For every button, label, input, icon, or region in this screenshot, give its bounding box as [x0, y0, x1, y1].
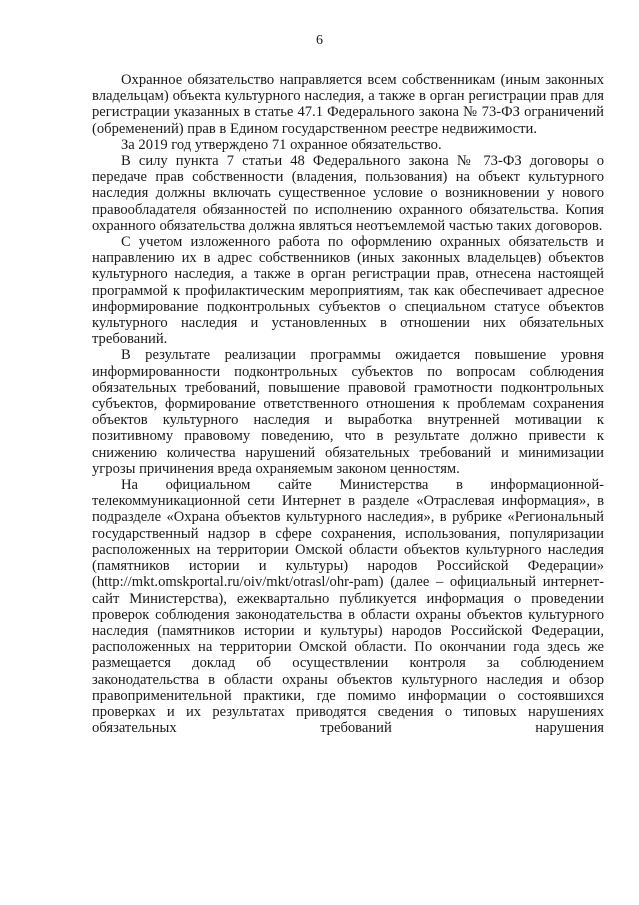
document-body [92, 72, 604, 736]
paragraph-official-website: На официальном сайте Министерства в информационной-телекоммуникационной сети Интернет в разделе «Отраслевая информация», в подразделе «Охрана объектов культурного наследия», в рубрике «Региональный государственный надзор в сфере сохранения, использования, популяризации расположенных на территории Омской области объектов культурного наследия (памятников истории и культуры) народов Российской Федерации» (http://mkt.omskportal.ru/oiv/mkt/otrasl/ohr-pam) (далее – официальный интернет-сайт Министерства), ежеквартально публикуется информация о проведении проверок соблюдения законодательства в области охраны объектов культурного наследия (памятников истории и культуры) народов Российской Федерации, расположенных на территории Омской области. По окончании года здесь же размещается доклад об осуществлении контроля за соблюдением законодательства в области охраны объектов культурного наследия и обзор правоприменительной практики, где помимо информации о состоявшихся проверках и их результатах приводятся сведения о типовых нарушениях обязательных требований нарушения [92, 477, 604, 737]
paragraph-expected-results: В результате реализации программы ожидается повышение уровня информированности подконтрольных субъектов по вопросам соблюдения обязательных требований, повышение правовой грамотности подконтрольных субъектов, формирование ответственного отношения к проблемам сохранения объектов культурного наследия и выработка внутренней мотивации к позитивному правовому поведению, что в результате должно привести к снижению количества нарушений обязательных требований и минимизации угрозы причинения вреда охраняемым законом ценностям. [92, 347, 604, 477]
page-number: 6 [316, 33, 323, 48]
paragraph-protection-obligation-recipients: Охранное обязательство направляется всем собственникам (иным законных владельцам) объекта культурного наследия, а также в орган регистрации прав для регистрации указанных в статье 47.1 Федерального закона № 73-ФЗ ограничений (обременений) прав в Едином государственном реестре недвижимости. [92, 72, 604, 137]
paragraph-contract-condition: В силу пункта 7 статьи 48 Федерального закона № 73-ФЗ договоры о передаче прав собственности (владения, пользования) на объект культурного наследия должны включать существенное условие о возникновении у нового правообладателя обязанностей по исполнению охранного обязательства. Копия охранного обязательства должна являться неотъемлемой частью таких договоров. [92, 153, 604, 234]
paragraph-preventive-measures: С учетом изложенного работа по оформлению охранных обязательств и направлению их в адрес собственников (иных законных владельцев) объектов культурного наследия, а также в орган регистрации прав, отнесена настоящей программой к профилактическим мероприятиям, так как обеспечивает адресное информирование подконтрольных субъектов о специальном статусе объектов культурного наследия и установленных в отношении них обязательных требований. [92, 234, 604, 348]
paragraph-2019-approved-count: За 2019 год утверждено 71 охранное обязательство. [121, 136, 442, 153]
